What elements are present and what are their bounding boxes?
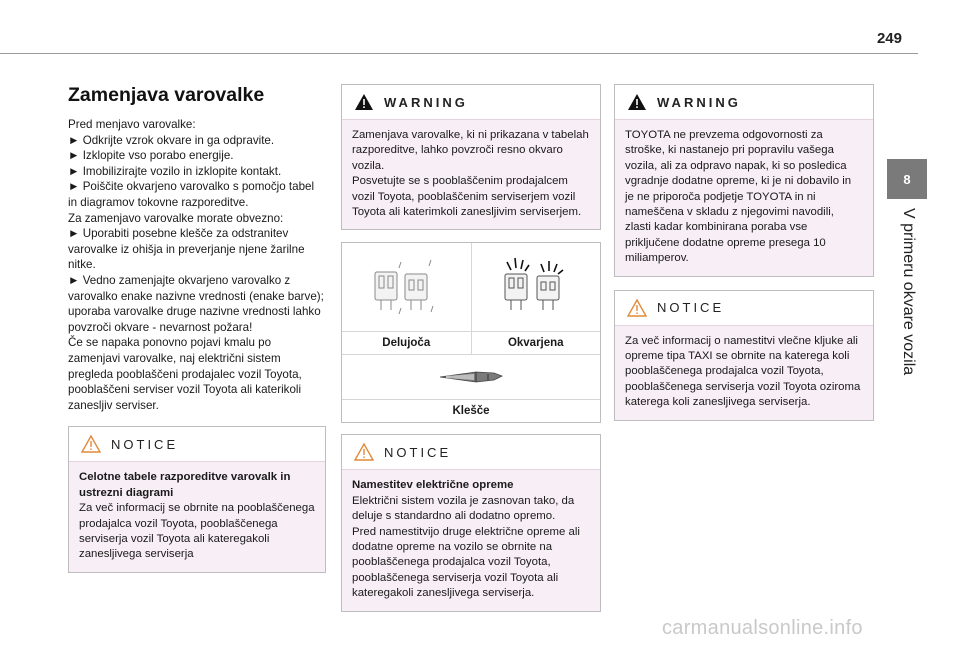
warning-body bbox=[615, 120, 873, 276]
warning-text: TOYOTA ne prevzema odgovornosti za stroške, ki nastanejo pri popravilu vašega vozila, ali za odpravo napak, ki so posledica vgradnje dodatne opreme, ki je ni dobavilo in je ne priporoča podjetje TOYOTA in ni nameščena v skladu z njegovimi navodili, zlasti kadar kombinirana poraba vse priključene dodatne opreme presega 10 miliamperov. bbox=[625, 129, 852, 265]
notice-heading: Celotne tabele razporeditve varovalk in ustrezni diagrami bbox=[79, 471, 291, 499]
chapter-title bbox=[887, 208, 927, 388]
notice-label: NOTICE bbox=[384, 444, 452, 460]
notice-heading: Namestitev električne opreme bbox=[352, 479, 514, 492]
notice-triangle-icon bbox=[354, 443, 374, 461]
body-line: ► Poiščite okvarjeno varovalko s pomočjo tabel in diagramov tokovne razporeditve. bbox=[68, 180, 315, 209]
body-line: ► Izklopite vso porabo energije. bbox=[68, 149, 234, 163]
body-line: Če se napaka ponovno pojavi kmalu po zamenjavi varovalke, naj električni sistem pregleda pooblaščeni prodajalec vozil Toyota, pooblaščeni serviser vozil Toyota ali katerikoli zanesljiv serviser. bbox=[68, 336, 302, 412]
warning-text: Zamenjava varovalke, ki ni prikazana v tabelah razporeditve, lahko povzroči resno okvaro vozila. bbox=[352, 129, 589, 172]
tool-cell bbox=[342, 355, 600, 400]
warning-box bbox=[341, 84, 601, 230]
notice-body bbox=[69, 462, 325, 571]
fuse-labels-row bbox=[342, 331, 600, 355]
main-body bbox=[68, 117, 326, 413]
tool-label: Klešče bbox=[452, 405, 490, 418]
notice-header bbox=[342, 435, 600, 470]
notice-body bbox=[615, 326, 873, 420]
fuse-puller-icon bbox=[436, 365, 506, 389]
notice-box bbox=[341, 434, 601, 611]
warning-triangle-icon bbox=[354, 93, 374, 111]
body-line: ► Odkrijte vzrok okvare in ga odpravite. bbox=[68, 133, 275, 147]
warning-text: Posvetujte se s pooblaščenim prodajalcem vozil Toyota, pooblaščenim serviserjem vozil Toyota ali katerimkoli zanesljivim serviserjem. bbox=[352, 175, 582, 219]
warning-header bbox=[342, 85, 600, 120]
chapter-title-text: V primeru okvare vozila bbox=[900, 208, 917, 376]
warning-label: WARNING bbox=[657, 94, 741, 110]
good-fuse-cell bbox=[342, 243, 471, 331]
fuse-images-row bbox=[342, 243, 600, 331]
blown-fuse-icon bbox=[491, 252, 581, 322]
body-line: ► Uporabiti posebne klešče za odstranitev varovalke iz ohišja in preverjanje njene žarilne nitke. bbox=[68, 227, 305, 272]
page-number: 249 bbox=[876, 30, 902, 47]
body-line: ► Vedno zamenjajte okvarjeno varovalko z varovalko enake nazivne vrednosti (enake barve); uporaba varovalke druge nazivne vrednosti lahko povzroči okvare - nevarnost požara! bbox=[68, 273, 324, 334]
notice-triangle-icon bbox=[627, 299, 647, 317]
right-column bbox=[614, 84, 874, 421]
notice-triangle-icon bbox=[81, 435, 101, 453]
chapter-tab[interactable]: 8 bbox=[887, 159, 927, 199]
middle-column bbox=[341, 84, 601, 612]
good-fuse-icon bbox=[361, 252, 451, 322]
blown-fuse-cell bbox=[471, 243, 601, 331]
notice-header bbox=[69, 427, 325, 462]
good-fuse-label: Delujoča bbox=[382, 337, 431, 350]
warning-label: WARNING bbox=[384, 94, 468, 110]
body-line: ► Imobilizirajte vozilo in izklopite kontakt. bbox=[68, 164, 282, 178]
warning-box bbox=[614, 84, 874, 277]
notice-text: Za več informacij se obrnite na pooblaščenega prodajalca vozil Toyota, pooblaščenega serviserja vozil Toyota ali kateregakoli zanesljivega serviserja bbox=[79, 502, 315, 561]
page-title: Zamenjava varovalke bbox=[68, 84, 265, 106]
notice-header bbox=[615, 291, 873, 326]
notice-label: NOTICE bbox=[657, 300, 725, 316]
main-column bbox=[68, 84, 326, 573]
notice-text: Električni sistem vozila je zasnovan tako, da deluje s standardno ali dodatno opremo. bbox=[352, 494, 575, 523]
notice-text: Za več informacij o namestitvi vlečne kljuke ali opreme tipa TAXI se obrnite na katerega koli pooblaščenega prodajalca vozil Toyota, pooblaščenega serviserja vozil Toyota oziroma katerega koli zanesljivega serviserja. bbox=[625, 334, 861, 409]
notice-box bbox=[68, 426, 326, 572]
notice-label: NOTICE bbox=[111, 436, 179, 452]
body-line: Za zamenjavo varovalke morate obvezno: bbox=[68, 211, 284, 225]
notice-text: Pred namestitvijo druge električne opreme ali dodatne opreme na vozilo se obrnite na pooblaščenega prodajalca vozil Toyota, pooblaščenega serviserja vozil Toyota ali kateregakoli zanesljivega serviserja. bbox=[352, 525, 580, 600]
notice-box bbox=[614, 290, 874, 421]
notice-body bbox=[342, 470, 600, 610]
blown-fuse-label: Okvarjena bbox=[471, 332, 601, 354]
body-line: Pred menjavo varovalke: bbox=[68, 118, 196, 131]
warning-header bbox=[615, 85, 873, 120]
watermark: carmanualsonline.info bbox=[662, 617, 863, 639]
warning-triangle-icon bbox=[627, 93, 647, 111]
header-divider bbox=[0, 53, 918, 54]
warning-body bbox=[342, 120, 600, 229]
fuse-illustration-table bbox=[341, 242, 601, 423]
